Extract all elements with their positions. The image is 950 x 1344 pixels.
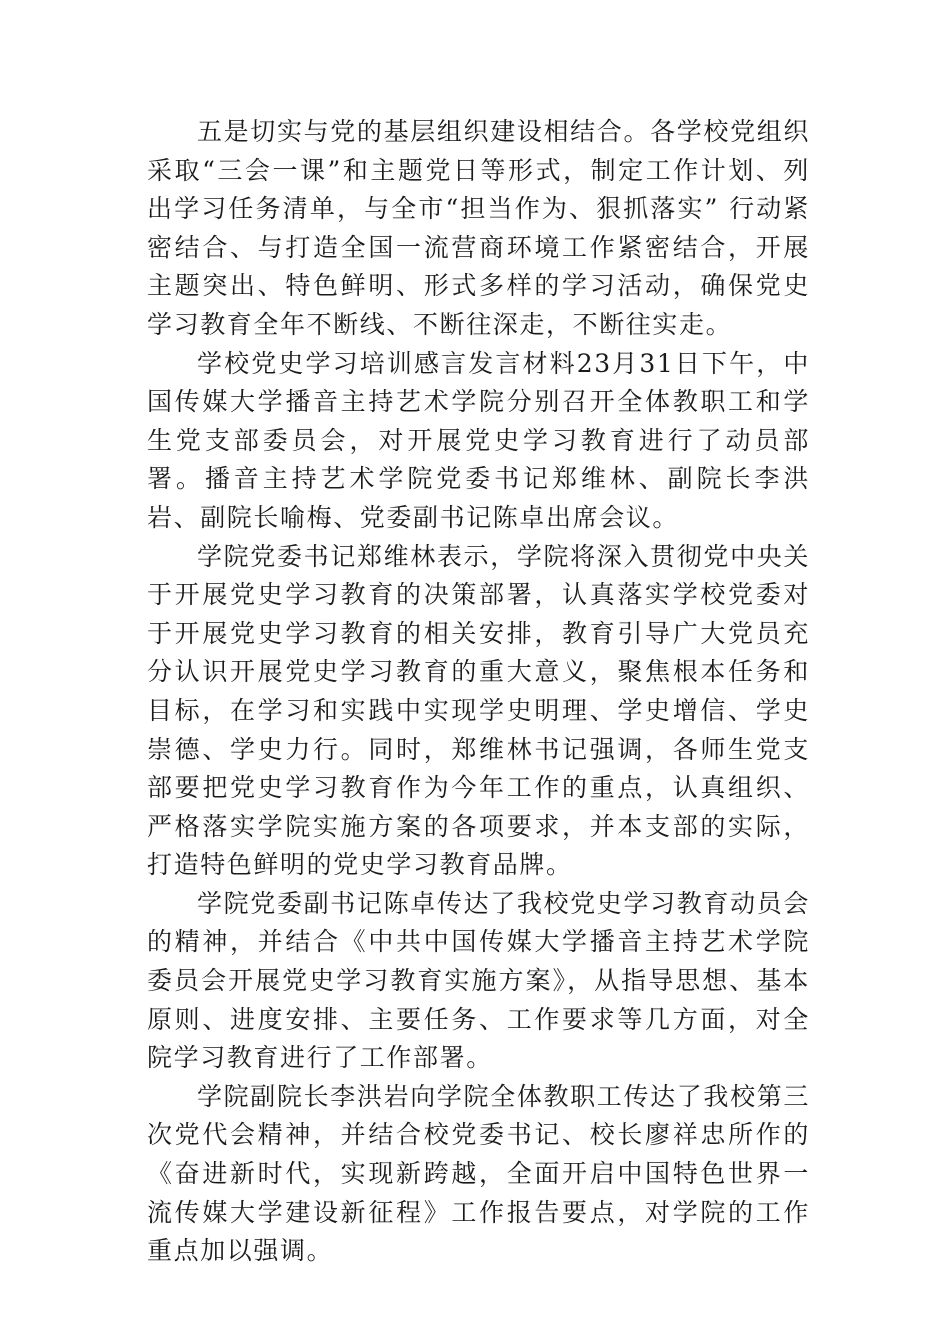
paragraph-4: 学院党委副书记陈卓传达了我校党史学习教育动员会的精神，并结合《中共中国传媒大学播音主持艺术学院委员会开展党史学习教育实施方案》，从指导思想、基本原则、进度安排、主要任务、工作要求等几方面，对全院学习教育进行了工作部署。 <box>147 888 810 1073</box>
paragraph-3: 学院党委书记郑维林表示，学院将深入贯彻党中央关于开展党史学习教育的决策部署，认真落实学校党委对于开展党史学习教育的相关安排，教育引导广大党员充分认识开展党史学习教育的重大意义，聚焦根本任务和目标，在学习和实践中实现学史明理、学史增信、学史崇德、学史力行。同时，郑维林书记强调，各师生党支部要把党史学习教育作为今年工作的重点，认真组织、严格落实学院实施方案的各项要求，并本支部的实际，打造特色鲜明的党史学习教育品牌。 <box>147 541 810 880</box>
paragraph-5: 学院副院长李洪岩向学院全体教职工传达了我校第三次党代会精神，并结合校党委书记、校长廖祥忠所作的《奋进新时代，实现新跨越，全面开启中国特色世界一流传媒大学建设新征程》工作报告要点，对学院的工作重点加以强调。 <box>147 1081 810 1266</box>
document-body <box>147 113 810 1271</box>
paragraph-2: 学校党史学习培训感言发言材料23月31日下午，中国传媒大学播音主持艺术学院分别召开全体教职工和学生党支部委员会，对开展党史学习教育进行了动员部署。播音主持艺术学院党委书记郑维林、副院长李洪岩、副院长喻梅、党委副书记陈卓出席会议。 <box>147 348 810 532</box>
paragraph-1: 五是切实与党的基层组织建设相结合。各学校党组织采取“三会一课”和主题党日等形式，制定工作计划、列出学习任务清单，与全市“担当作为、狠抓落实” 行动紧密结合、与打造全国一流营商环境工作紧密结合，开展主题突出、特色鲜明、形式多样的学习活动，确保党史学习教育全年不断线、不断往深走，不断往实走。 <box>147 117 810 339</box>
